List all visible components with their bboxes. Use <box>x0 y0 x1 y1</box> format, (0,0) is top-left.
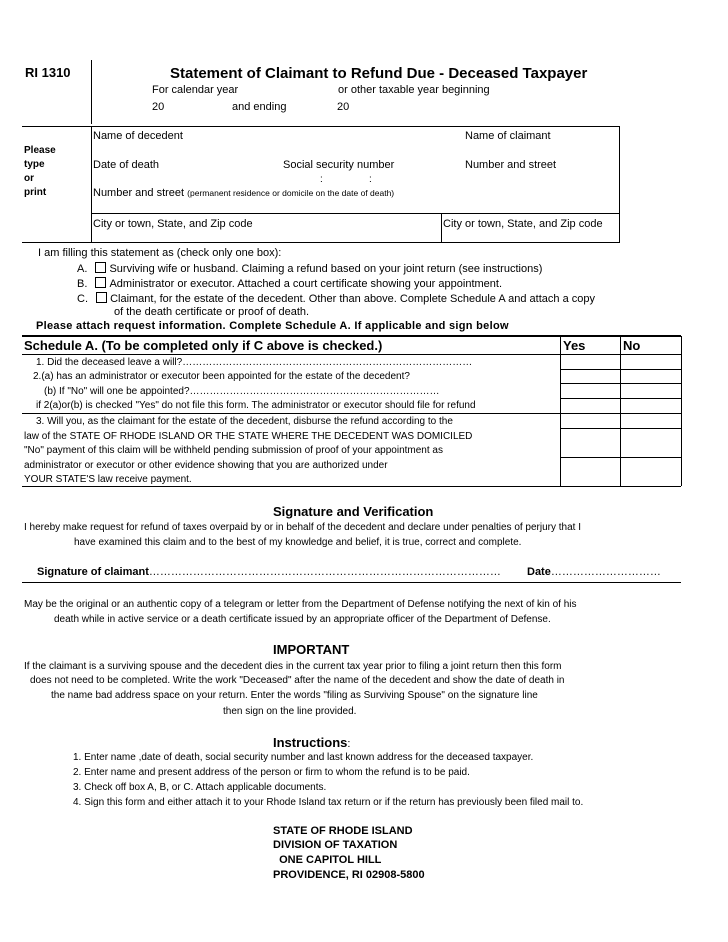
claimant-city-label: City or town, State, and Zip code <box>443 218 603 230</box>
signature-dots: …………………………………………………………………………………… <box>148 566 501 578</box>
option-b-text: Administrator or executor. Attached a court certificate showing your appointment. <box>109 278 503 290</box>
year-prefix-2: 20 <box>337 101 350 113</box>
decedent-street-label <box>93 187 394 199</box>
q1-no-box[interactable] <box>621 355 681 369</box>
type-label: type <box>24 159 45 170</box>
option-c-checkbox[interactable] <box>96 292 107 303</box>
instruction-3: 3. Check off box A, B, or C. Attach applicable documents. <box>73 782 327 793</box>
header-divider <box>91 60 92 124</box>
question-2-note: if 2(a)or(b) is checked "Yes" do not file this form. The administrator or executor should file for refund <box>36 400 476 411</box>
important-line-1: If the claimant is a surviving spouse and the decedent dies in the current tax year prior to filing a joint return then this form <box>24 661 562 672</box>
attach-note: Please attach request information. Complete Schedule A. If applicable and sign below <box>36 320 509 332</box>
question-3-line-1: 3. Will you, as the claimant for the estate of the decedent, disburse the refund according to the <box>36 416 453 427</box>
date-line[interactable] <box>527 566 661 578</box>
defense-note-line-1: May be the original or an authentic copy of a telegram or letter from the Department of Defense notifying the next of kin of his <box>24 599 577 610</box>
option-b-checkbox[interactable] <box>95 277 106 288</box>
option-a-text: Surviving wife or husband. Claiming a refund based on your joint return (see instructions) <box>109 263 543 275</box>
defense-note-line-2: death while in active service or a death certificate issued by an appropriate officer of the Department of Defense. <box>54 614 551 625</box>
name-of-decedent-label: Name of decedent <box>93 130 183 142</box>
signature-heading: Signature and Verification <box>273 504 434 519</box>
name-of-claimant-label: Name of claimant <box>465 130 551 142</box>
q2-note-line <box>22 413 681 414</box>
q3-no-box[interactable] <box>621 429 681 457</box>
option-a <box>77 262 542 275</box>
q1-yes-box[interactable] <box>561 355 620 369</box>
info-right-border <box>619 126 620 242</box>
schedule-no-header: No <box>623 338 641 353</box>
calendar-year-label: For calendar year <box>152 84 239 96</box>
option-c <box>77 292 595 305</box>
ssn-separator-1: : <box>320 174 323 185</box>
q3-yes-box[interactable] <box>561 429 620 457</box>
schedule-yes-header: Yes <box>563 338 586 353</box>
please-label: Please <box>24 145 56 156</box>
ssn-label: Social security number <box>283 159 395 171</box>
question-3-line-4: administrator or executor or other evidence showing that you are authorized under <box>24 460 388 471</box>
instructions-heading-text: Instructions <box>273 735 348 750</box>
schedule-title: Schedule A. (To be completed only if C above is checked.) <box>24 338 383 353</box>
city-divider <box>441 213 442 242</box>
important-line-2: does not need to be completed. Write the work "Deceased" after the name of the decedent and show the date of death in <box>30 675 565 686</box>
signature-text-line-2: have examined this claim and to the best of my knowledge and belief, it is true, correct and complete. <box>74 537 522 548</box>
info-top-line <box>22 126 620 127</box>
filing-intro: I am filling this statement as (check only one box): <box>38 247 282 259</box>
option-b-letter: B. <box>77 278 88 290</box>
info-left-divider <box>91 126 92 242</box>
address-line-4: PROVIDENCE, RI 02908-5800 <box>273 869 425 881</box>
question-2b: (b) If "No" will one be appointed?………………………………………………………………… <box>44 386 440 397</box>
info-row-line <box>91 213 620 214</box>
signature-label: Signature of claimant <box>37 566 149 578</box>
signature-line[interactable] <box>37 566 501 578</box>
page-title: Statement of Claimant to Refund Due - Deceased Taxpayer <box>170 65 588 82</box>
option-c-letter: C. <box>77 293 88 305</box>
q2a-yes-box[interactable] <box>561 370 620 383</box>
date-dots: ………………………… <box>550 566 661 578</box>
print-label: print <box>24 187 47 198</box>
instructions-colon: : <box>347 738 351 750</box>
instruction-2: 2. Enter name and present address of the person or firm to whom the refund is to be paid. <box>73 767 470 778</box>
q2a-no-box[interactable] <box>621 370 681 383</box>
other-year-label: or other taxable year beginning <box>338 84 490 96</box>
question-2a: 2.(a) has an administrator or executor been appointed for the estate of the decedent? <box>33 371 410 382</box>
question-3-line-3: "No" payment of this claim will be withheld pending submission of proof of your appointment as <box>24 445 443 456</box>
address-line-2: DIVISION OF TAXATION <box>273 839 398 851</box>
or-label: or <box>24 173 34 184</box>
date-of-death-label: Date of death <box>93 159 160 171</box>
option-a-letter: A. <box>77 263 88 275</box>
q3-mid-line <box>560 457 681 458</box>
schedule-bottom-line <box>22 486 681 487</box>
important-line-3: the name bad address space on your return. Enter the words "filing as Surviving Spouse" on the signature line <box>51 690 538 701</box>
claimant-street-label: Number and street <box>465 159 557 171</box>
address-line-1: STATE OF RHODE ISLAND <box>273 825 413 837</box>
question-1: 1. Did the deceased leave a will?…………………………………………………………………………… <box>36 357 473 368</box>
important-heading: IMPORTANT <box>273 642 350 657</box>
decedent-street-text: Number and street <box>93 187 185 199</box>
option-a-checkbox[interactable] <box>95 262 106 273</box>
signature-text-line-1: I hereby make request for refund of taxes overpaid by or in behalf of the decedent and declare under penalties of perjury that I <box>24 522 582 533</box>
instruction-4: 4. Sign this form and either attach it to your Rhode Island tax return or if the return has previously been filed mail to. <box>73 797 584 808</box>
q2a-row-line <box>560 383 681 384</box>
and-ending-label: and ending <box>232 101 287 113</box>
option-c-continued: of the death certificate or proof of death. <box>114 306 310 318</box>
option-b <box>77 277 502 290</box>
signature-bottom-line <box>22 582 681 583</box>
schedule-top-line <box>22 335 681 337</box>
question-3-line-2: law of the STATE OF RHODE ISLAND OR THE STATE WHERE THE DECEDENT WAS DOMICILED <box>24 431 473 442</box>
address-line-3: ONE CAPITOL HILL <box>273 854 382 866</box>
q2b-row-line <box>560 398 681 399</box>
important-line-4: then sign on the line provided. <box>223 706 357 717</box>
form-id: RI 1310 <box>25 65 71 80</box>
question-3-line-5: YOUR STATE'S law receive payment. <box>24 474 192 485</box>
instructions-heading <box>273 734 350 752</box>
instruction-1: 1. Enter name ,date of death, social security number and last known address for the deceased taxpayer. <box>73 752 534 763</box>
option-c-text: Claimant, for the estate of the decedent. Other than above. Complete Schedule A and attach a copy <box>110 293 595 305</box>
ssn-separator-2: : <box>369 174 372 185</box>
decedent-city-label: City or town, State, and Zip code <box>93 218 253 230</box>
decedent-street-note: (permanent residence or domicile on the date of death) <box>187 188 395 198</box>
info-bottom-line <box>22 242 620 243</box>
year-prefix-1: 20 <box>152 101 165 113</box>
date-label: Date <box>527 566 551 578</box>
no-col-right <box>681 336 682 486</box>
